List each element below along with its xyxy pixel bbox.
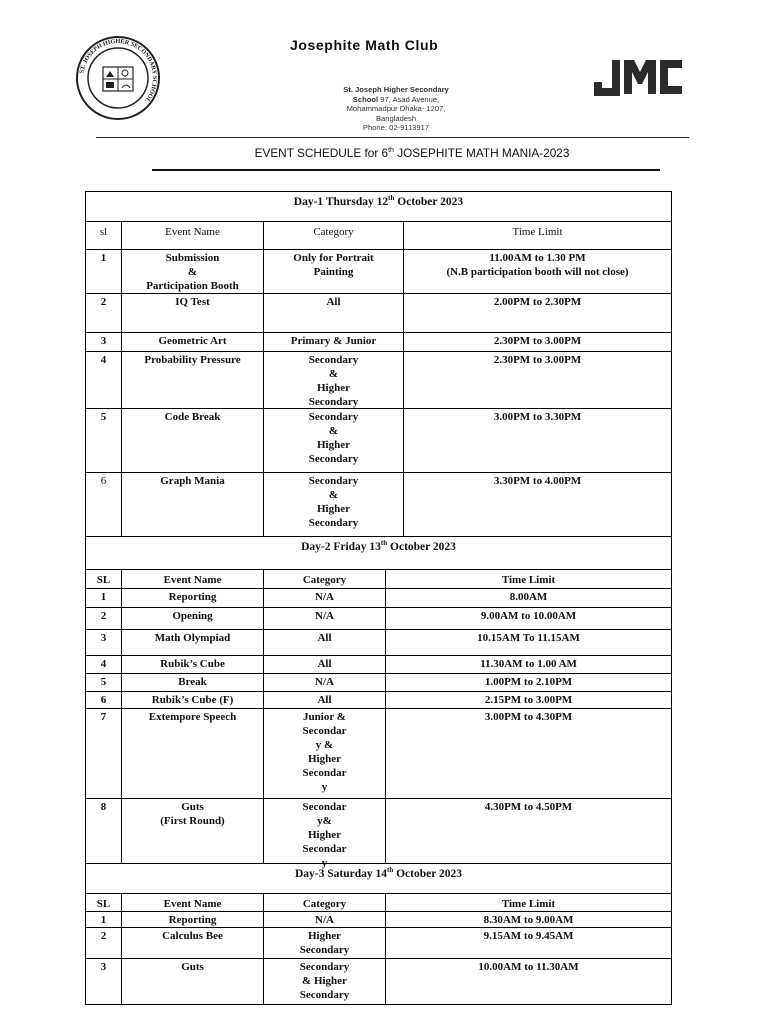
header-sl: SL	[86, 570, 122, 588]
cell-time-limit: 9.00AM to 10.00AM	[480, 610, 577, 622]
table-row	[86, 656, 671, 674]
table-row	[86, 294, 671, 333]
cell-category: All	[264, 630, 386, 655]
day-heading-superscript: th	[380, 539, 388, 547]
club-name: Josephite Math Club	[290, 37, 439, 53]
cell-sl: 3	[86, 630, 122, 655]
day-heading: Day-3 Saturday 14th October 2023	[86, 864, 671, 894]
day-heading: Day-1 Thursday 12th October 2023	[86, 192, 671, 222]
address-line-4: Bangladesh	[375, 113, 417, 123]
cell-sl: 3	[86, 959, 122, 1004]
event-schedule-table	[85, 191, 672, 1005]
address-school-word: School	[352, 94, 379, 104]
cell-sl: 6	[86, 692, 122, 708]
day-heading-superscript: th	[387, 866, 394, 874]
cell-event-name: Guts (First Round)	[122, 799, 264, 863]
cell-time-limit: 10.15AM To 11.15AM	[477, 632, 580, 644]
cell-event-name: Extempore Speech	[122, 709, 264, 798]
cell-sl: 4	[86, 352, 122, 408]
cell-event-name: Reporting	[122, 912, 264, 927]
table-row	[86, 352, 671, 409]
cell-time-limit: 1.00PM to 2.10PM	[484, 676, 573, 688]
cell-time-limit: 2.15PM to 3.00PM	[484, 694, 573, 706]
table-row	[86, 409, 671, 473]
day-heading-superscript: th	[388, 194, 395, 202]
cell-sl: 2	[86, 608, 122, 629]
address-phone: Phone: 02-9113917	[362, 123, 430, 133]
cell-category: N/A	[264, 608, 386, 629]
cell-sl: 6	[86, 473, 122, 536]
cell-category: All	[264, 692, 386, 708]
school-address	[305, 85, 487, 133]
cell-category: Secondary & Higher Secondary	[264, 959, 386, 1004]
table-row	[86, 692, 671, 709]
cell-category: Primary & Junior	[264, 333, 404, 351]
cell-sl: 5	[86, 409, 122, 472]
cell-event-name: Opening	[122, 608, 264, 629]
letterhead-divider	[96, 137, 689, 138]
svg-text:ST. JOSEPH HIGHER SECONDARY SC: ST. JOSEPH HIGHER SECONDARY SCHOOL	[78, 37, 159, 104]
cell-time-limit: 3.00PM to 4.30PM	[484, 711, 573, 723]
table-row	[86, 959, 671, 1005]
header-time-limit: Time Limit	[512, 226, 563, 238]
address-street: 97, Asad Avenue,	[380, 94, 440, 104]
header-sl: SL	[86, 894, 122, 911]
cell-sl: 8	[86, 799, 122, 863]
cell-category: Secondary & Higher Secondary	[264, 352, 404, 408]
header-category: Category	[264, 222, 404, 249]
cell-category: N/A	[264, 589, 386, 607]
cell-sl: 4	[86, 656, 122, 673]
address-line-3: Mohammadpur Dhaka- 1207,	[346, 104, 446, 114]
cell-category: Secondary & Higher Secondary	[264, 409, 404, 472]
cell-event-name: Geometric Art	[122, 333, 264, 351]
table-header-row	[86, 894, 671, 912]
cell-time-limit: 10.00AM to 11.30AM	[478, 961, 579, 973]
table-row	[86, 473, 671, 537]
cell-category: Only for Portrait Painting	[264, 250, 404, 293]
cell-category: Secondary & Higher Secondary	[264, 473, 404, 536]
header-category: Category	[264, 894, 386, 911]
cell-time-limit: 4.30PM to 4.50PM	[484, 801, 573, 813]
header-category: Category	[264, 570, 386, 588]
cell-sl: 1	[86, 912, 122, 927]
cell-time-limit: 8.30AM to 9.00AM	[483, 914, 574, 926]
title-suffix: JOSEPHITE MATH MANIA-2023	[393, 146, 570, 160]
cell-event-name: Rubik’s Cube (F)	[122, 692, 264, 708]
cell-time-limit: 11.30AM to 1.00 AM	[480, 658, 577, 670]
table-row	[86, 928, 671, 959]
cell-time-limit: 2.30PM to 3.00PM	[493, 354, 582, 366]
header-event-name: Event Name	[122, 222, 264, 249]
address-line-2	[305, 95, 487, 105]
cell-time-limit: 3.30PM to 4.00PM	[493, 475, 582, 487]
header-time-limit: Time Limit	[501, 898, 556, 910]
cell-event-name: Code Break	[122, 409, 264, 472]
table-row	[86, 250, 671, 294]
cell-event-name: IQ Test	[122, 294, 264, 332]
cell-event-name: Submission & Participation Booth	[122, 250, 264, 293]
title-prefix: EVENT SCHEDULE for 6	[254, 146, 389, 160]
cell-sl: 2	[86, 294, 122, 332]
table-row	[86, 709, 671, 799]
cell-sl: 2	[86, 928, 122, 958]
cell-event-name: Reporting	[122, 589, 264, 607]
title-underline	[152, 169, 660, 171]
header-event-name: Event Name	[122, 894, 264, 911]
day-heading: Day-2 Friday 13th October 2023	[86, 537, 671, 570]
cell-category: All	[264, 656, 386, 673]
cell-time-limit: 9.15AM to 9.45AM	[483, 930, 574, 942]
table-row	[86, 674, 671, 692]
cell-category: Junior & Secondar y & Higher Secondar y	[264, 709, 386, 798]
document-title	[152, 146, 672, 160]
table-row	[86, 912, 671, 928]
cell-event-name: Rubik’s Cube	[122, 656, 264, 673]
cell-time-limit: 2.00PM to 2.30PM	[493, 296, 582, 308]
address-line-1: St. Joseph Higher Secondary	[343, 85, 449, 94]
cell-sl: 5	[86, 674, 122, 691]
table-header-row	[86, 222, 671, 250]
cell-event-name: Math Olympiad	[122, 630, 264, 655]
cell-category: N/A	[264, 912, 386, 927]
header-event-name: Event Name	[122, 570, 264, 588]
cell-category: Higher Secondary	[264, 928, 386, 958]
cell-sl: 7	[86, 709, 122, 798]
table-header-row	[86, 570, 671, 589]
cell-time-limit: 11.00AM to 1.30 PM (N.B participation booth will not close)	[446, 252, 629, 278]
cell-event-name: Graph Mania	[122, 473, 264, 536]
cell-time-limit: 8.00AM	[509, 591, 548, 603]
cell-sl: 3	[86, 333, 122, 351]
table-row	[86, 608, 671, 630]
table-row	[86, 630, 671, 656]
cell-event-name: Calculus Bee	[122, 928, 264, 958]
table-row	[86, 333, 671, 352]
school-seal-logo	[75, 35, 161, 121]
cell-time-limit: 2.30PM to 3.00PM	[493, 335, 582, 347]
cell-event-name: Guts	[122, 959, 264, 1004]
cell-sl: 1	[86, 250, 122, 293]
cell-category: All	[264, 294, 404, 332]
header-sl: sl	[86, 222, 122, 249]
cell-event-name: Probability Pressure	[122, 352, 264, 408]
cell-category: N/A	[264, 674, 386, 691]
table-row	[86, 589, 671, 608]
jmc-brand-logo	[592, 58, 684, 96]
cell-time-limit: 3.00PM to 3.30PM	[493, 411, 582, 423]
table-row	[86, 799, 671, 869]
title-superscript: th	[388, 147, 394, 155]
cell-event-name: Break	[122, 674, 264, 691]
header-time-limit: Time Limit	[501, 574, 556, 586]
cell-category: Secondar y& Higher Secondar y	[264, 799, 386, 863]
cell-sl: 1	[86, 589, 122, 607]
